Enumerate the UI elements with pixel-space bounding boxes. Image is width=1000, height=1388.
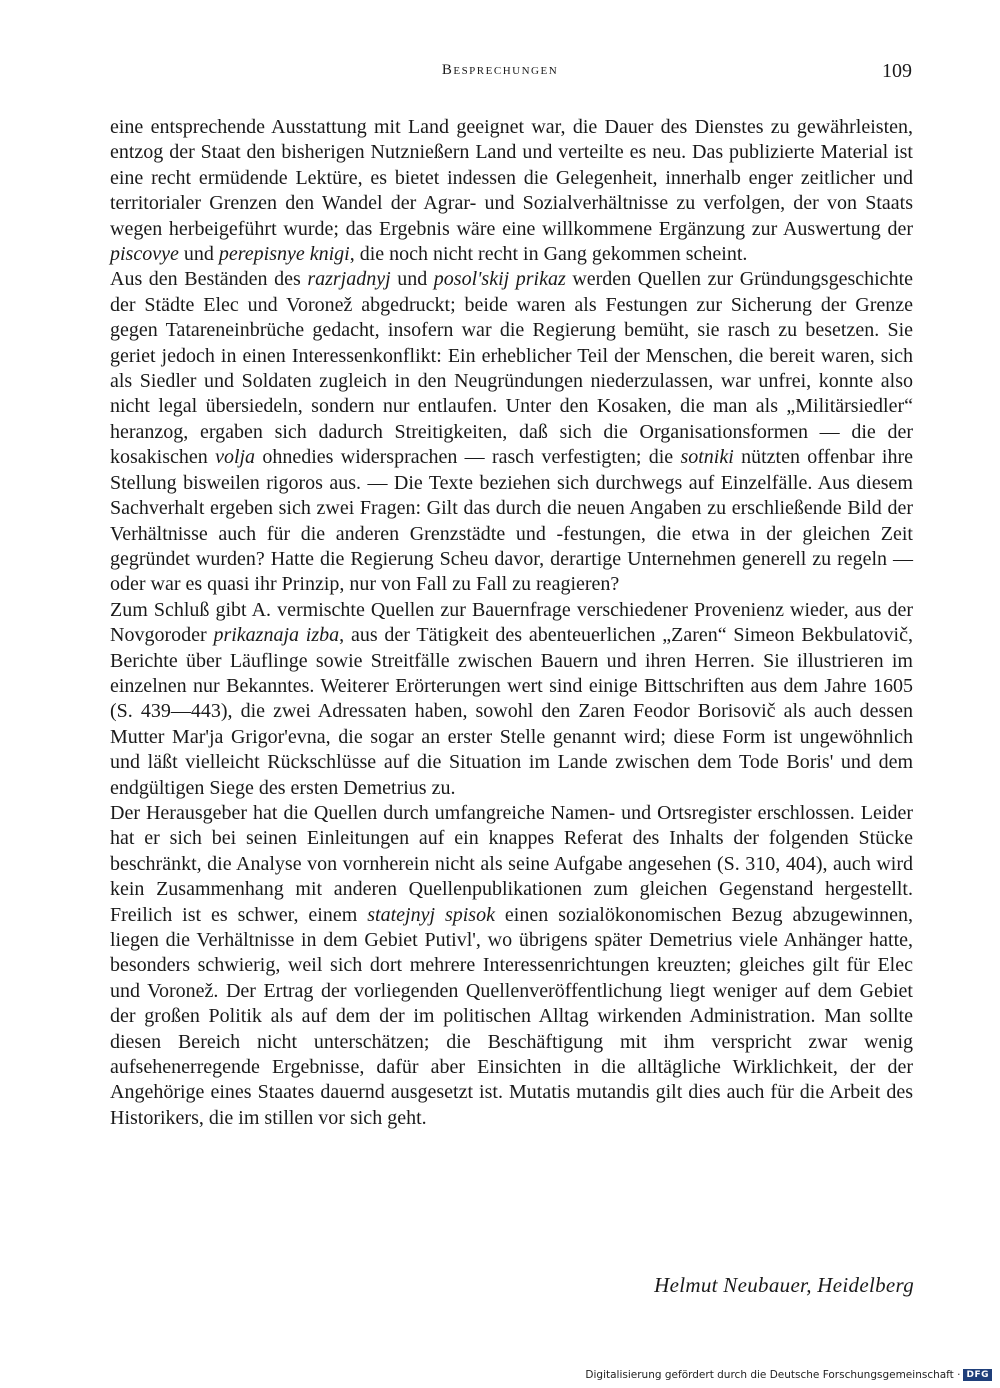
text-run: einen sozialökonomischen Bezug abzugewinnen, liegen die Verhältnisse in dem Gebiet Putivl', wo übrigens später Demetrius viele Anhänger hatte, besonders schwierig, weil sich dort mehrere Interessenrichtungen kreuzten; gleiches gilt für Elec und Voronež. Der Ertrag der vorliegenden Quellenveröffentlichung liegt weniger auf dem Gebiet der großen Politik als auf dem der im politischen Alltag wirkenden Administration. Man sollte diesen Bereich nicht unterschätzen; die Beschäftigung mit ihm verspricht zwar wenig aufsehenerregende Ergebnisse, dafür aber Einsichten in die alltägliche Wirklichkeit, der der Angehörige eines Staates dauernd ausgesetzt ist. Mutatis mutandis gilt dies auch für die Arbeit des Historikers, die im stillen vor sich geht. — [110, 903, 913, 1129]
text-run: ohnedies widersprachen — rasch verfestigten; die — [255, 446, 681, 469]
digitization-footer — [585, 1369, 992, 1381]
reviewer-signature: Helmut Neubauer, Heidelberg — [654, 1273, 914, 1297]
italic-term: volja — [215, 446, 256, 469]
italic-term: sotniki — [680, 446, 734, 469]
italic-term: perepisnye knigi — [218, 243, 350, 266]
paragraph — [110, 115, 913, 267]
text-run: und — [178, 243, 219, 266]
italic-term: statejnyj spisok — [367, 903, 495, 926]
running-header — [0, 60, 1000, 88]
text-run: Der Herausgeber hat die Quellen durch umfangreiche Namen- und Ortsregister erschlossen. Leider hat er sich bei seinen Einleitungen auf ein knappes Referat des Inhalts der folgenden Stücke beschränkt, die Analyse von vornherein nicht als seine Aufgabe angesehen (S. 310, 404), auch wird kein Zusammenhang mit anderen Quellenpublikationen zum gleichen Gegenstand hergestellt. Freilich ist es schwer, einem — [110, 801, 913, 926]
text-run: , aus der Tätigkeit des abenteuerlichen „Zaren“ Simeon Bekbulatovič, Berichte über Läuflinge sowie Streitfälle zwischen Bauern und ihren Herren. Sie illustrieren im einzelnen nur Bekanntes. Weiterer Erörterungen wert sind einige Bittschriften aus dem Jahre 1605 (S. 439—443), die zwei Adressaten haben, sowohl den Zaren Feodor Borisovič als auch dessen Mutter Mar'ja Grigor'evna, die sogar an erster Stelle genannt wird; diese Form ist ungewöhnlich und läßt vielleicht Rückschlüsse auf die Situation im Lande zwischen dem Tode Boris' und dem endgültigen Siege des ersten Demetrius zu. — [110, 624, 913, 799]
review-body-text — [110, 115, 913, 1131]
text-run: , die noch nicht recht in Gang gekommen scheint. — [349, 243, 748, 266]
text-run: Aus den Beständen des — [110, 268, 308, 291]
page-number: 109 — [882, 60, 912, 82]
italic-term: prikaznaja izba — [213, 624, 340, 647]
paragraph — [110, 801, 913, 1131]
text-run: werden Quellen zur Gründungsgeschichte der Städte Elec und Voronež abgedruckt; beide waren als Festungen zur Sicherung der Grenze gegen Tatareneinbrüche gedacht, insofern war die Regierung bemüht, sie rasch zu besetzen. Sie geriet jedoch in einen Interessenkonflikt: Ein erheblicher Teil der Menschen, die bereit waren, sich als Siedler und Soldaten zugleich in den Neugründungen niederzulassen, war unfrei, konnte also nicht legal übersiedeln, sondern nur entlaufen. Unter den Kosaken, die man als „Militärsiedler“ heranzog, ergaben sich dadurch Streitigkeiten, daß sich die Organisationsformen — die der kosakischen — [110, 268, 913, 469]
italic-term: razrjadnyj — [307, 268, 391, 291]
footer-credit-text: Digitalisierung gefördert durch die Deutsche Forschungsgemeinschaft · — [585, 1369, 961, 1381]
paragraph — [110, 267, 913, 597]
paragraph — [110, 598, 913, 801]
italic-term: posol'skij prikaz — [433, 268, 566, 291]
text-run: nützten offenbar ihre Stellung bisweilen rigoros aus. — Die Texte beziehen sich durchwegs auf Einzelfälle. Aus diesem Sachverhalt ergeben sich zwei Fragen: Gilt das durch die neuen Angaben zu erschließende Bild der Verhältnisse auch für die anderen Grenzstädte und -festungen, die etwa in der gleichen Zeit gegründet wurden? Hatte die Regierung Scheu davor, derartige Unternehmen generell zu regeln — oder war es quasi ihr Prinzip, nur von Fall zu Fall zu reagieren? — [110, 446, 914, 596]
text-run: Zum Schluß gibt A. vermischte Quellen zur Bauernfrage verschiedener Provenienz wieder, aus der Novgoroder — [110, 598, 913, 647]
italic-term: piscovye — [110, 243, 179, 266]
dfg-logo-icon: DFG — [963, 1369, 992, 1381]
text-run: eine entsprechende Ausstattung mit Land geeignet war, die Dauer des Dienstes zu gewährleisten, entzog der Staat den bisherigen Nutznießern Land und verteilte es neu. Das publizierte Material ist eine recht ermüdende Lektüre, es bietet indessen die Gelegenheit, innerhalb enger zeitlicher und territorialer Grenzen den Wandel der Agrar- und Sozialverhältnisse zu verfolgen, der von Staats wegen herbeigeführt wurde; das Ergebnis wäre eine willkommene Ergänzung zur Auswertung der — [110, 116, 913, 240]
text-run: und — [390, 268, 434, 291]
running-head-title: Besprechungen — [441, 62, 559, 78]
